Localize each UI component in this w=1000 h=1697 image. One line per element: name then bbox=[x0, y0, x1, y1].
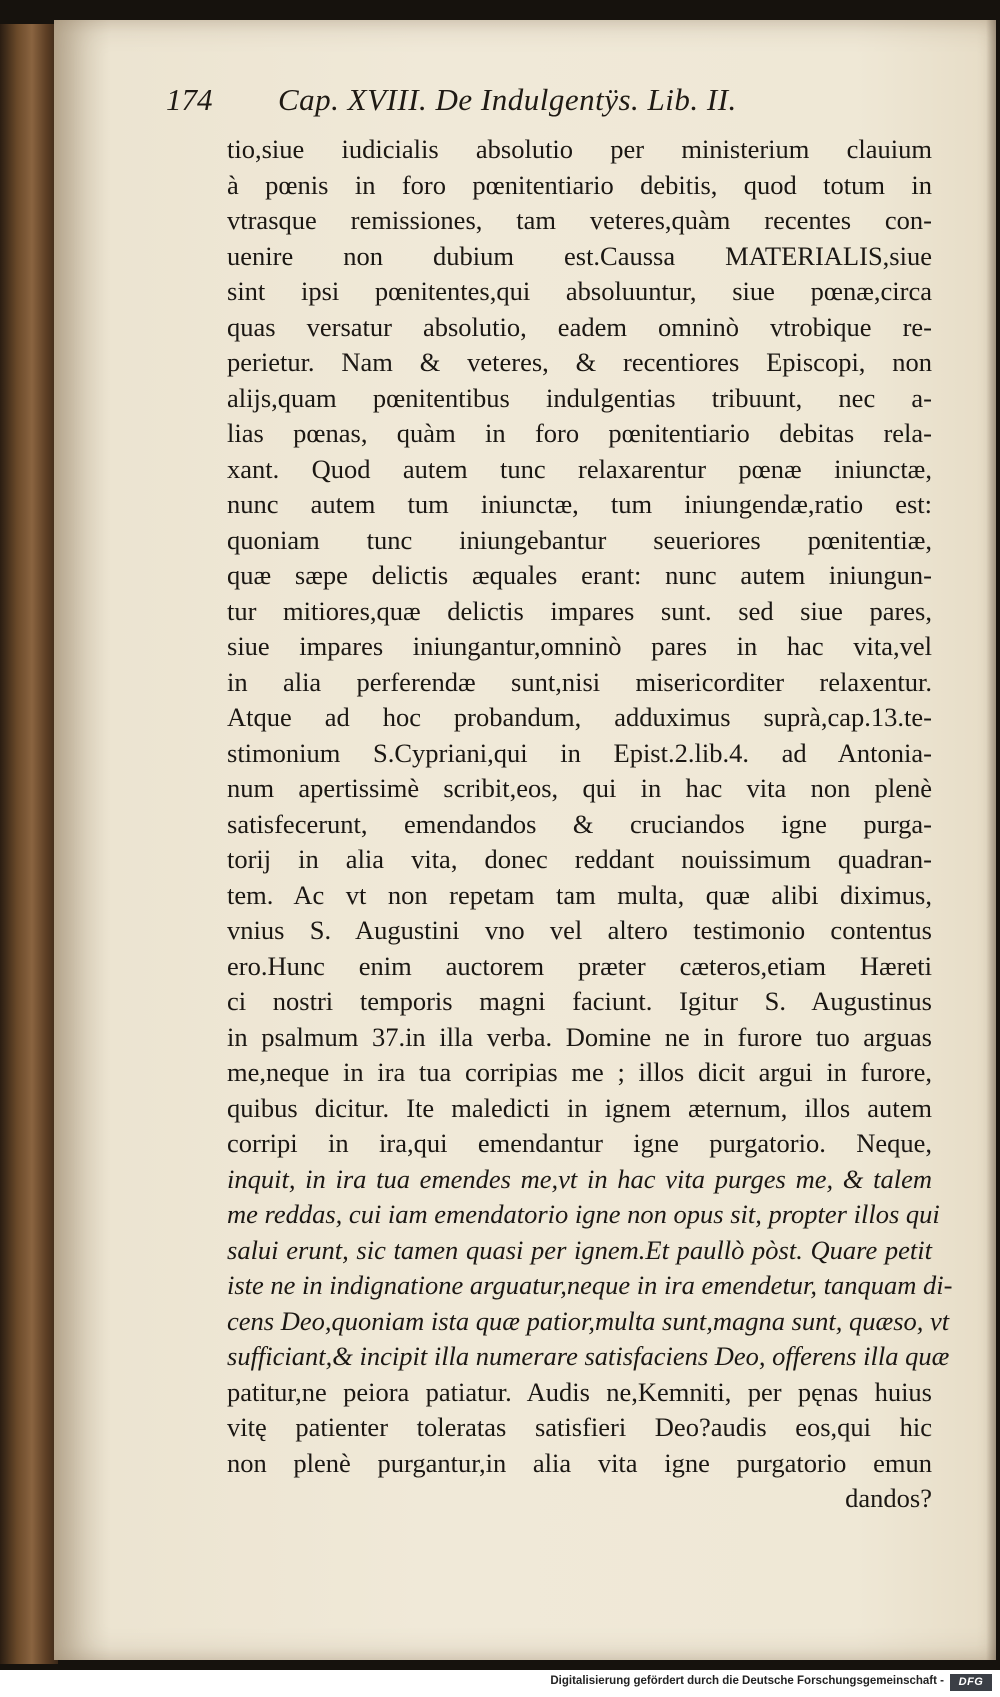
text-line: tur mitiores,quæ delictis impares sunt. sed siue pares, bbox=[227, 595, 932, 626]
dfg-logo: DFG bbox=[950, 1674, 992, 1691]
text-line: in alia perferendæ sunt,nisi misericorditer relaxentur. bbox=[227, 666, 932, 697]
text-line: ero.Hunc enim auctorem præter cæteros,etiam Hæreti bbox=[227, 950, 932, 981]
text-line: in psalmum 37.in illa verba. Domine ne in furore tuo arguas bbox=[227, 1021, 932, 1052]
running-title: Cap. XVIII. De Indulgentÿs. Lib. II. bbox=[278, 82, 737, 117]
text-line: corripi in ira,qui emendantur igne purgatorio. Neque, bbox=[227, 1128, 932, 1158]
running-header bbox=[166, 60, 886, 117]
text-line: tio,siue iudicialis absolutio per ministerium clauium bbox=[227, 134, 932, 164]
text-line: vitę patienter toleratas satisfieri Deo?audis eos,qui hic bbox=[227, 1412, 932, 1442]
text-line: nunc autem tum iniunctæ, tum iniungendæ,ratio est: bbox=[227, 489, 932, 519]
text-line: satisfecerunt, emendandos & cruciandos igne purga- bbox=[227, 808, 932, 839]
text-line: uenire non dubium est.Caussa MATERIALIS,siue bbox=[227, 240, 932, 271]
text-line: quibus dicitur. Ite maledicti in ignem æternum, illos autem bbox=[227, 1092, 932, 1123]
text-line: patitur,ne peiora patiatur. Audis ne,Kemniti, per pęnas huius bbox=[227, 1376, 932, 1407]
text-line: quæ sæpe delictis æquales erant: nunc autem iniungun- bbox=[227, 560, 932, 590]
text-line: me,neque in ira tua corripias me ; illos dicit argui in furore, bbox=[227, 1057, 932, 1087]
text-line: salui erunt, sic tamen quasi per ignem.Et paullò pòst. Quare petit bbox=[227, 1234, 932, 1265]
text-line: non plenè purgantur,in alia vita igne purgatorio emun bbox=[227, 1447, 932, 1478]
text-line: dandos? bbox=[845, 1483, 932, 1513]
body-text-block bbox=[227, 132, 953, 1517]
text-line: tem. Ac vt non repetam tam multa, quæ alibi diximus, bbox=[227, 879, 932, 910]
funding-credit: Digitalisierung gefördert durch die Deutsche Forschungsgemeinschaft - bbox=[550, 1675, 944, 1687]
text-line: xant. Quod autem tunc relaxarentur pœnæ iniunctæ, bbox=[227, 453, 932, 484]
text-line: Atque ad hoc probandum, adduximus suprà,cap.13.te- bbox=[227, 702, 932, 732]
text-line: stimonium S.Cypriani,qui in Epist.2.lib.4. ad Antonia- bbox=[227, 737, 932, 768]
text-line: vnius S. Augustini vno vel altero testimonio contentus bbox=[227, 915, 932, 945]
text-line: lias pœnas, quàm in foro pœnitentiario debitas rela- bbox=[227, 418, 932, 448]
page-number: 174 bbox=[166, 82, 213, 117]
text-line: quoniam tunc iniungebantur seueriores pœnitentiæ, bbox=[227, 524, 932, 555]
book-spine bbox=[0, 24, 58, 1664]
text-line: num apertissimè scribit,eos, qui in hac vita non plenè bbox=[227, 773, 932, 803]
text-line: sufficiant,& incipit illa numerare satisfaciens Deo, offerens illa quæ bbox=[227, 1341, 950, 1371]
text-line: me reddas, cui iam emendatorio igne non opus sit, propter illos qui bbox=[227, 1199, 940, 1229]
text-line: sint ipsi pœnitentes,qui absoluuntur, siue pœnæ,circa bbox=[227, 276, 932, 306]
text-line: à pœnis in foro pœnitentiario debitis, quod totum in bbox=[227, 169, 932, 200]
text-line: ci nostri temporis magni faciunt. Igitur S. Augustinus bbox=[227, 986, 932, 1016]
text-line: vtrasque remissiones, tam veteres,quàm recentes con- bbox=[227, 205, 932, 235]
text-line: alijs,quam pœnitentibus indulgentias tribuunt, nec a- bbox=[227, 382, 932, 413]
text-line: quas versatur absolutio, eadem omninò vtrobique re- bbox=[227, 311, 932, 342]
text-line: siue impares iniungantur,omninò pares in hac vita,vel bbox=[227, 631, 932, 661]
page-edge-shadow bbox=[986, 20, 996, 1660]
text-line: inquit, in ira tua emendes me,vt in hac vita purges me, & talem bbox=[227, 1163, 932, 1194]
text-line: perietur. Nam & veteres, & recentiores Episcopi, non bbox=[227, 347, 932, 377]
text-line: torij in alia vita, donec reddant nouissimum quadran- bbox=[227, 844, 932, 874]
text-line: cens Deo,quoniam ista quæ patior,multa sunt,magna sunt, quæso, vt bbox=[227, 1305, 950, 1336]
text-line: iste ne in indignatione arguatur,neque in ira emendetur, tanquam di- bbox=[227, 1270, 953, 1300]
digitization-footer bbox=[0, 1670, 1000, 1697]
